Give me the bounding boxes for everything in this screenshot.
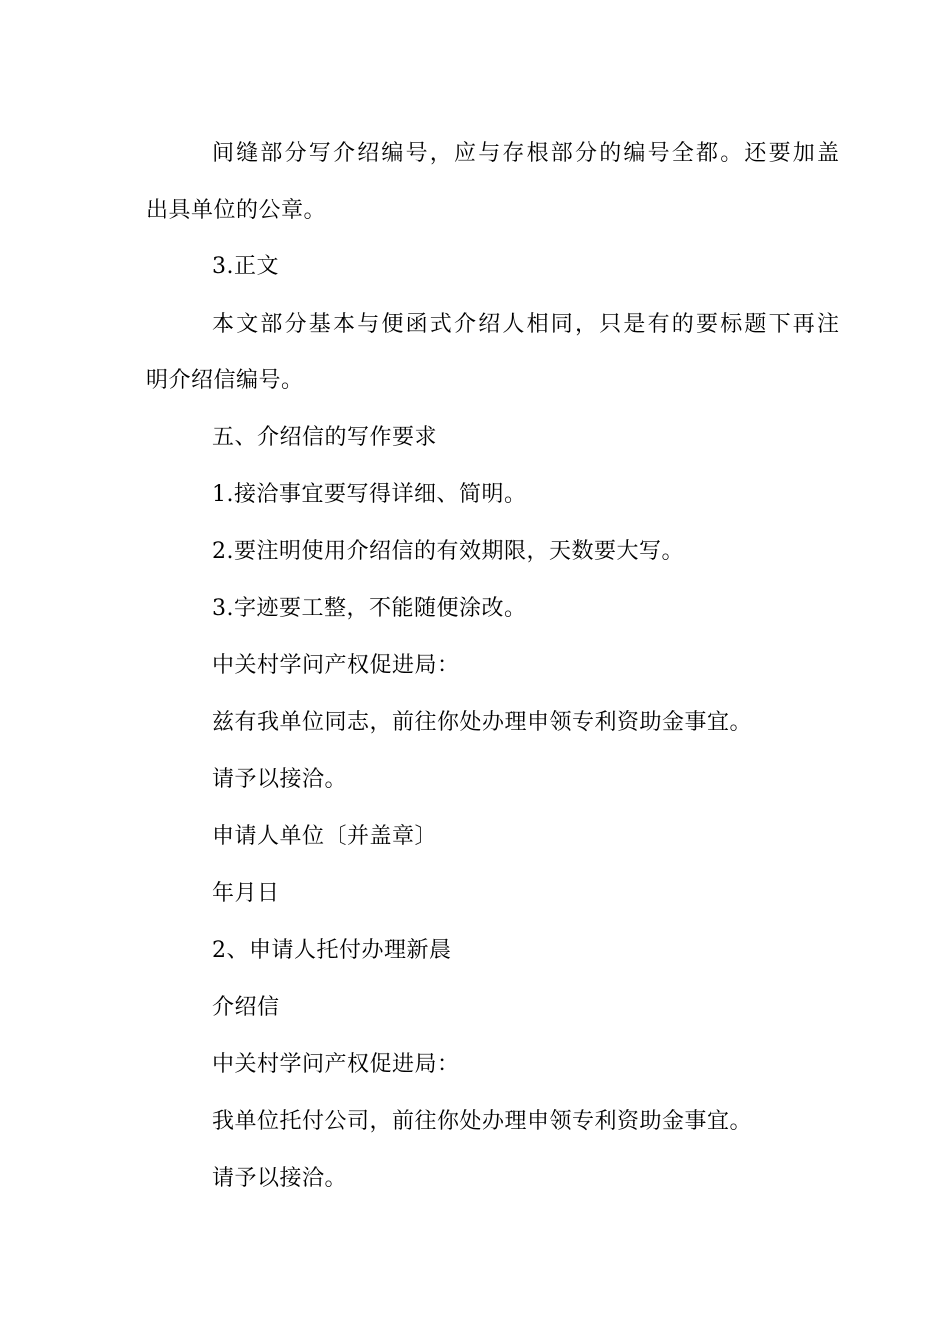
section-heading: 2、申请人托付办理新晨 xyxy=(212,938,452,963)
letter-body: 我单位托付公司，前往你处办理申领专利资助金事宜。 xyxy=(212,1109,753,1134)
letter-signature: 申请人单位〔并盖章〕 xyxy=(212,824,438,849)
letter-date: 年月日 xyxy=(212,881,280,906)
list-item: 1.接洽事宜要写得详细、简明。 xyxy=(212,482,527,507)
letter-body: 兹有我单位同志，前往你处办理申领专利资助金事宜。 xyxy=(212,710,753,735)
letter-closing: 请予以接洽。 xyxy=(212,767,348,792)
section-heading: 五、介绍信的写作要求 xyxy=(212,425,438,450)
paragraph-line: 本文部分基本与便函式介绍人相同，只是有的要标题下再注 xyxy=(212,312,842,337)
list-item: 3.字迹要工整，不能随便涂改。 xyxy=(212,596,527,621)
letter-recipient: 中关村学问产权促进局： xyxy=(212,653,460,678)
paragraph-line: 明介绍信编号。 xyxy=(146,368,304,393)
list-item: 2.要注明使用介绍信的有效期限，天数要大写。 xyxy=(212,539,684,564)
paragraph-line: 出具单位的公章。 xyxy=(146,198,327,223)
letter-recipient: 中关村学问产权促进局： xyxy=(212,1052,460,1077)
letter-title: 介绍信 xyxy=(212,995,280,1020)
letter-closing: 请予以接洽。 xyxy=(212,1166,348,1191)
paragraph-line: 间缝部分写介绍编号，应与存根部分的编号全都。还要加盖 xyxy=(212,141,842,166)
section-heading: 3.正文 xyxy=(212,254,279,279)
